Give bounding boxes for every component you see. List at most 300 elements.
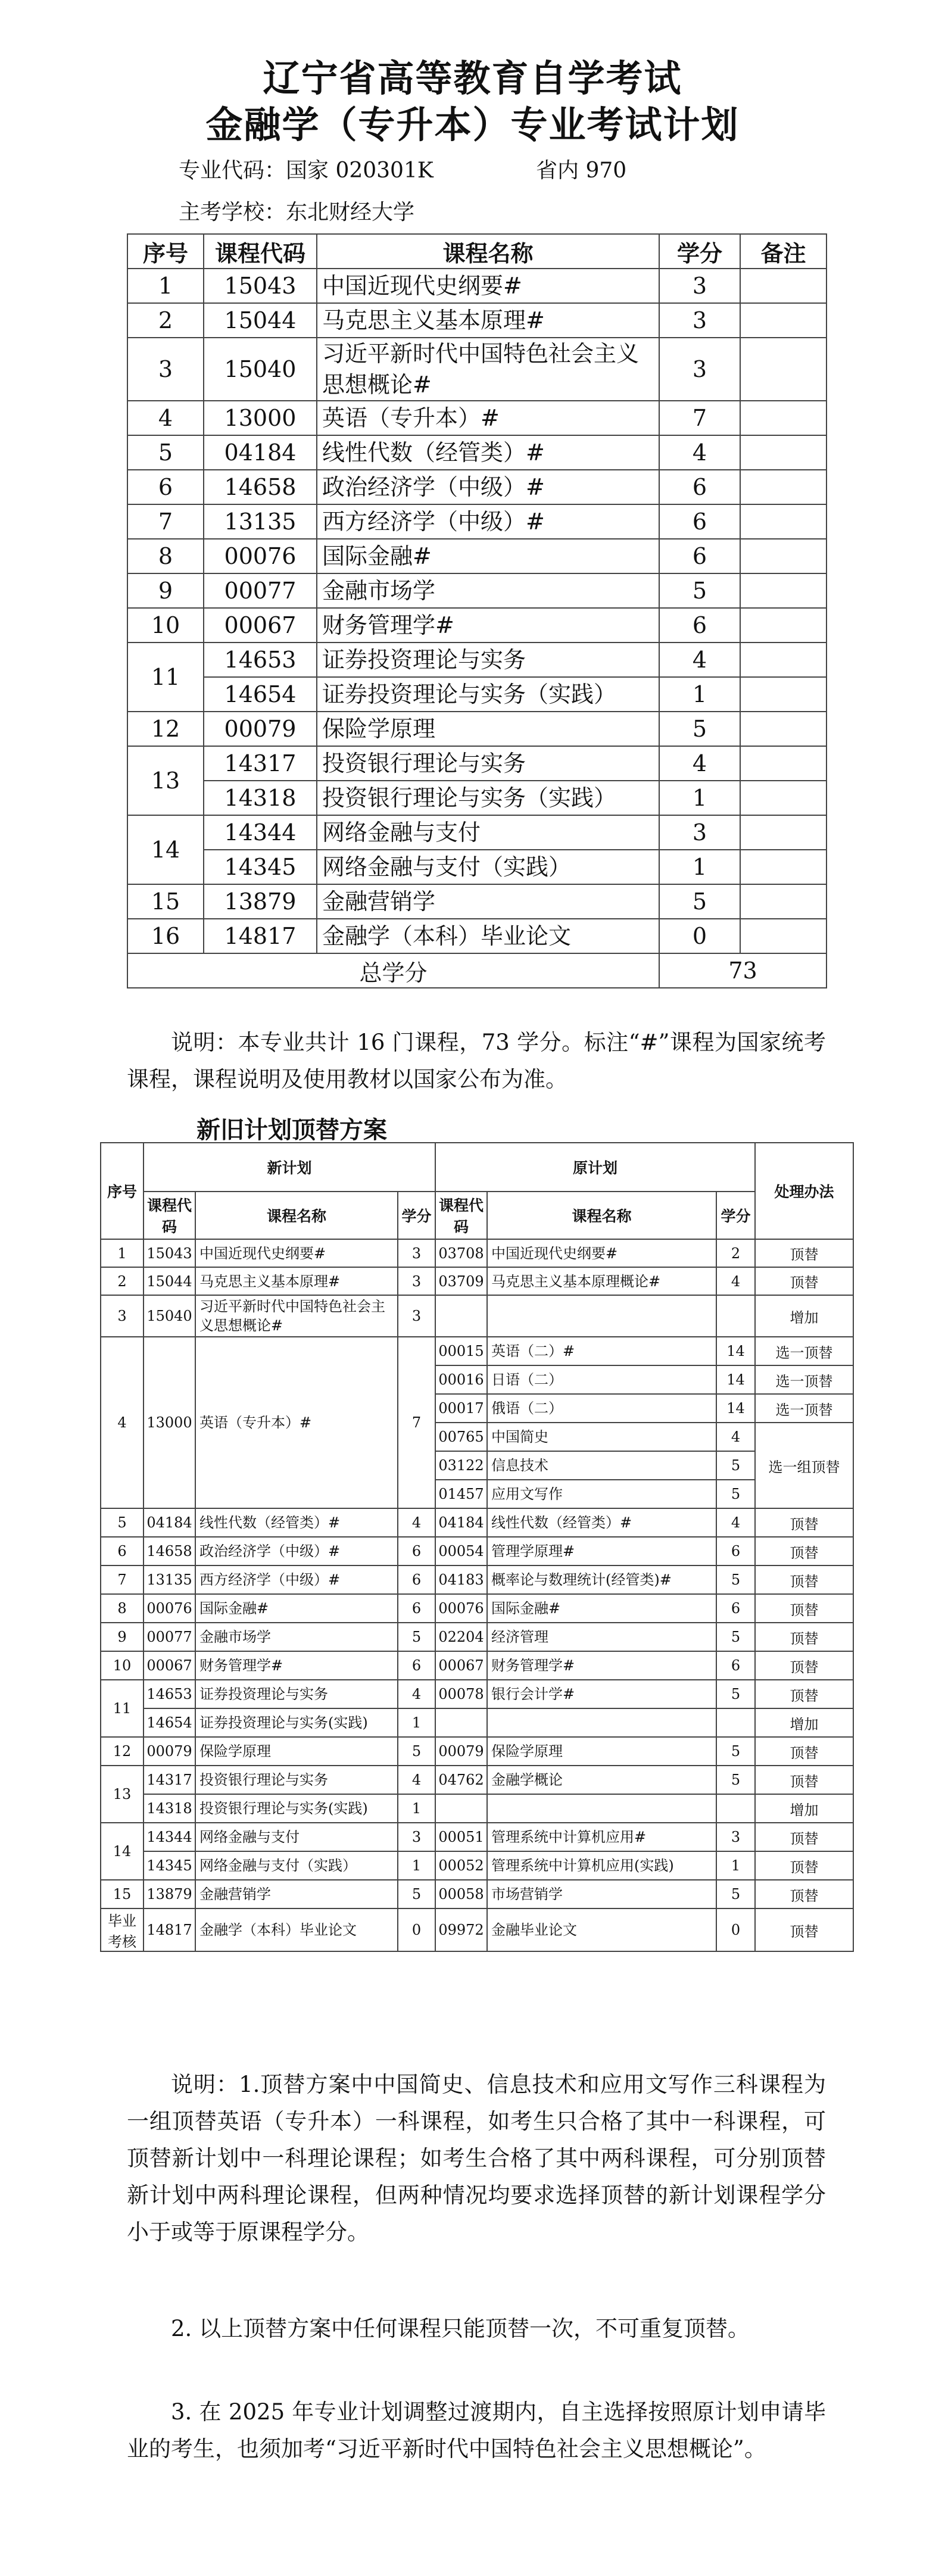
replace-new-credit: 3 — [398, 1295, 435, 1337]
plan-name: 西方经济学（中级）# — [317, 504, 659, 539]
plan-credit: 3 — [659, 269, 740, 303]
replace-new-name: 国际金融# — [195, 1594, 398, 1623]
replace-old-credit: 14 — [716, 1365, 755, 1394]
plan-total-label: 总学分 — [127, 953, 659, 988]
replace-old-name: 马克思主义基本原理概论# — [487, 1267, 716, 1295]
replace-row — [101, 1267, 853, 1295]
replace-old-code — [435, 1708, 487, 1737]
plan-name: 保险学原理 — [317, 712, 659, 746]
replace-row — [101, 1337, 853, 1365]
plan-name: 国际金融# — [317, 539, 659, 573]
plan-seq: 9 — [127, 573, 204, 608]
plan-credit: 5 — [659, 712, 740, 746]
replace-seq: 2 — [101, 1267, 144, 1295]
plan-row — [127, 850, 827, 884]
province-code: 省内 970 — [536, 158, 627, 183]
plan-credit: 4 — [659, 746, 740, 781]
plan-remark — [740, 504, 827, 539]
plan-row — [127, 781, 827, 815]
plan-row — [127, 712, 827, 746]
plan-code: 13135 — [204, 504, 317, 539]
replace-seq: 4 — [101, 1337, 144, 1508]
replace-old-credit — [716, 1794, 755, 1823]
replace-old-name: 管理系统中计算机应用# — [487, 1823, 716, 1851]
plan-name: 财务管理学# — [317, 608, 659, 643]
replace-old-credit: 6 — [716, 1537, 755, 1565]
replace-old-credit: 0 — [716, 1908, 755, 1951]
host-school: 主考学校：东北财经大学 — [179, 200, 415, 224]
replace-new-name: 西方经济学（中级）# — [195, 1565, 398, 1594]
rh-old-code: 课程代码 — [435, 1192, 487, 1239]
replace-row — [101, 1295, 853, 1337]
replace-row — [101, 1737, 853, 1766]
replace-method: 顶替 — [755, 1766, 853, 1794]
plan-code: 14318 — [204, 781, 317, 815]
replace-new-name: 金融市场学 — [195, 1623, 398, 1651]
replace-row — [101, 1823, 853, 1851]
replace-new-code: 00067 — [144, 1651, 195, 1680]
replace-old-code: 00076 — [435, 1594, 487, 1623]
plan-name: 网络金融与支付 — [317, 815, 659, 850]
plan-remark — [740, 815, 827, 850]
replace-old-credit — [716, 1295, 755, 1337]
replace-old-credit: 4 — [716, 1423, 755, 1451]
plan-name: 金融市场学 — [317, 573, 659, 608]
plan-row — [127, 435, 827, 470]
replace-old-credit: 14 — [716, 1337, 755, 1365]
plan-credit: 1 — [659, 850, 740, 884]
replace-note-1: 说明：1.顶替方案中中国简史、信息技术和应用文写作三科课程为一组顶替英语（专升本）一科课程，如考生只合格了其中一科课程，可顶替新计划中一科理论课程；如考生合格了其中两科课程，可分别顶替新计划中两科理论课程，但两种情况均要求选择顶替的新计划课程学分小于或等于原课程学分。 — [127, 2072, 826, 2245]
replace-method: 增加 — [755, 1708, 853, 1737]
replace-old-code: 00067 — [435, 1651, 487, 1680]
plan-code: 04184 — [204, 435, 317, 470]
replace-note-3: 3. 在 2025 年专业计划调整过渡期内，自主选择按照原计划申请毕业的考生，也须加考“习近平新时代中国特色社会主义思想概论”。 — [127, 2399, 826, 2462]
replace-new-code: 14817 — [144, 1908, 195, 1951]
replace-old-code: 09972 — [435, 1908, 487, 1951]
replace-seq: 9 — [101, 1623, 144, 1651]
replace-seq: 1 — [101, 1239, 144, 1267]
replace-method: 选一顶替 — [755, 1394, 853, 1423]
replace-new-credit: 3 — [398, 1267, 435, 1295]
plan-code: 14317 — [204, 746, 317, 781]
replace-new-credit: 6 — [398, 1651, 435, 1680]
replace-new-name: 政治经济学（中级）# — [195, 1537, 398, 1565]
plan-remark — [740, 850, 827, 884]
replace-row — [101, 1851, 853, 1880]
replace-new-name: 保险学原理 — [195, 1737, 398, 1766]
replace-method: 顶替 — [755, 1594, 853, 1623]
plan-remark — [740, 338, 827, 401]
replace-new-credit: 1 — [398, 1794, 435, 1823]
replace-old-code: 00058 — [435, 1880, 487, 1908]
replace-new-code: 04184 — [144, 1508, 195, 1537]
replace-old-credit — [716, 1708, 755, 1737]
plan-note: 说明：本专业共计 16 门课程，73 学分。标注“#”课程为国家统考课程，课程说明及使用教材以国家公布为准。 — [127, 1030, 826, 1092]
replace-seq: 8 — [101, 1594, 144, 1623]
replace-old-name: 线性代数（经管类）# — [487, 1508, 716, 1537]
rh-new-name: 课程名称 — [195, 1192, 398, 1239]
plan-seq: 6 — [127, 470, 204, 504]
replace-row — [101, 1565, 853, 1594]
replace-new-name: 英语（专升本）# — [195, 1337, 398, 1508]
replace-method: 顶替 — [755, 1880, 853, 1908]
replace-new-code: 00077 — [144, 1623, 195, 1651]
replace-old-code: 03708 — [435, 1239, 487, 1267]
replace-new-code: 13135 — [144, 1565, 195, 1594]
plan-remark — [740, 781, 827, 815]
plan-remark — [740, 303, 827, 338]
replace-old-code: 00052 — [435, 1851, 487, 1880]
plan-credit: 6 — [659, 539, 740, 573]
plan-row — [127, 608, 827, 643]
plan-name: 金融学（本科）毕业论文 — [317, 919, 659, 953]
replace-table — [100, 1142, 854, 1952]
plan-seq: 13 — [127, 746, 204, 815]
replace-seq: 14 — [101, 1823, 144, 1880]
replace-new-name: 马克思主义基本原理# — [195, 1267, 398, 1295]
plan-name: 习近平新时代中国特色社会主义思想概论# — [317, 338, 659, 401]
plan-seq: 7 — [127, 504, 204, 539]
plan-name: 政治经济学（中级）# — [317, 470, 659, 504]
replace-old-name: 日语（二） — [487, 1365, 716, 1394]
replace-old-name: 信息技术 — [487, 1451, 716, 1480]
plan-credit: 6 — [659, 608, 740, 643]
replace-old-code: 04183 — [435, 1565, 487, 1594]
replace-note-2: 2. 以上顶替方案中任何课程只能顶替一次，不可重复顶替。 — [171, 2316, 750, 2341]
replace-old-name: 财务管理学# — [487, 1651, 716, 1680]
replace-old-credit: 5 — [716, 1766, 755, 1794]
replace-seq: 11 — [101, 1680, 144, 1737]
plan-name: 投资银行理论与实务（实践） — [317, 781, 659, 815]
replace-old-name: 中国近现代史纲要# — [487, 1239, 716, 1267]
plan-code: 14654 — [204, 677, 317, 712]
replace-old-credit: 5 — [716, 1680, 755, 1708]
plan-name: 中国近现代史纲要# — [317, 269, 659, 303]
replace-method: 顶替 — [755, 1565, 853, 1594]
replace-old-code: 03122 — [435, 1451, 487, 1480]
replace-method: 顶替 — [755, 1651, 853, 1680]
plan-code: 13000 — [204, 401, 317, 435]
rh-old-credit: 学分 — [716, 1192, 755, 1239]
replace-old-name: 金融毕业论文 — [487, 1908, 716, 1951]
plan-code: 14345 — [204, 850, 317, 884]
replace-row — [101, 1239, 853, 1267]
plan-remark — [740, 643, 827, 677]
header-credit: 学分 — [659, 234, 740, 269]
replace-old-name: 国际金融# — [487, 1594, 716, 1623]
replace-old-name: 管理学原理# — [487, 1537, 716, 1565]
replace-old-code: 03709 — [435, 1267, 487, 1295]
replace-row — [101, 1508, 853, 1537]
replace-method: 顶替 — [755, 1267, 853, 1295]
replace-new-credit: 4 — [398, 1508, 435, 1537]
replace-seq: 12 — [101, 1737, 144, 1766]
replace-old-name: 金融学概论 — [487, 1766, 716, 1794]
replace-new-code: 14653 — [144, 1680, 195, 1708]
header-name: 课程名称 — [317, 234, 659, 269]
replace-new-code: 00076 — [144, 1594, 195, 1623]
replace-old-credit: 5 — [716, 1623, 755, 1651]
replace-method: 顶替 — [755, 1623, 853, 1651]
replace-new-name: 财务管理学# — [195, 1651, 398, 1680]
rh-seq: 序号 — [101, 1143, 144, 1239]
plan-total-value: 73 — [659, 953, 827, 988]
plan-row — [127, 884, 827, 919]
header-seq: 序号 — [127, 234, 204, 269]
plan-name: 证券投资理论与实务 — [317, 643, 659, 677]
replace-new-code: 14317 — [144, 1766, 195, 1794]
plan-name: 证券投资理论与实务（实践） — [317, 677, 659, 712]
replace-old-credit: 2 — [716, 1239, 755, 1267]
replace-new-credit: 3 — [398, 1239, 435, 1267]
replace-new-credit: 1 — [398, 1708, 435, 1737]
plan-code: 14817 — [204, 919, 317, 953]
plan-name: 投资银行理论与实务 — [317, 746, 659, 781]
plan-name: 网络金融与支付（实践） — [317, 850, 659, 884]
replace-seq: 毕业考核 — [101, 1908, 144, 1951]
replace-old-name: 应用文写作 — [487, 1480, 716, 1508]
replace-old-code — [435, 1295, 487, 1337]
plan-credit: 0 — [659, 919, 740, 953]
plan-credit: 5 — [659, 573, 740, 608]
plan-credit: 3 — [659, 303, 740, 338]
plan-seq: 16 — [127, 919, 204, 953]
replace-old-name: 俄语（二） — [487, 1394, 716, 1423]
replace-old-code: 00015 — [435, 1337, 487, 1365]
replace-old-name: 管理系统中计算机应用(实践) — [487, 1851, 716, 1880]
plan-remark — [740, 712, 827, 746]
replace-new-credit: 5 — [398, 1623, 435, 1651]
replace-new-code: 14345 — [144, 1851, 195, 1880]
replace-row — [101, 1766, 853, 1794]
replace-new-name: 金融学（本科）毕业论文 — [195, 1908, 398, 1951]
replace-new-name: 投资银行理论与实务 — [195, 1766, 398, 1794]
replace-old-code: 00017 — [435, 1394, 487, 1423]
plan-row — [127, 919, 827, 953]
plan-remark — [740, 746, 827, 781]
plan-row — [127, 643, 827, 677]
plan-row — [127, 338, 827, 401]
plan-seq: 14 — [127, 815, 204, 884]
replace-new-code: 15040 — [144, 1295, 195, 1337]
replace-old-credit: 5 — [716, 1880, 755, 1908]
replace-old-credit: 4 — [716, 1267, 755, 1295]
replace-new-code: 15044 — [144, 1267, 195, 1295]
replace-old-code: 04762 — [435, 1766, 487, 1794]
plan-row — [127, 504, 827, 539]
replace-new-credit: 5 — [398, 1737, 435, 1766]
replace-old-credit: 5 — [716, 1480, 755, 1508]
plan-credit: 5 — [659, 884, 740, 919]
plan-seq: 2 — [127, 303, 204, 338]
replace-method: 增加 — [755, 1295, 853, 1337]
replace-old-name: 市场营销学 — [487, 1880, 716, 1908]
replace-new-credit: 4 — [398, 1680, 435, 1708]
plan-table — [127, 233, 827, 988]
replace-new-code: 14658 — [144, 1537, 195, 1565]
plan-seq: 1 — [127, 269, 204, 303]
replace-method: 顶替 — [755, 1537, 853, 1565]
header-code: 课程代码 — [204, 234, 317, 269]
replace-method: 选一顶替 — [755, 1337, 853, 1365]
plan-remark — [740, 401, 827, 435]
plan-row — [127, 677, 827, 712]
plan-row — [127, 401, 827, 435]
plan-row — [127, 470, 827, 504]
replace-new-name: 证券投资理论与实务(实践) — [195, 1708, 398, 1737]
replace-row — [101, 1651, 853, 1680]
replace-new-credit: 5 — [398, 1880, 435, 1908]
replace-new-name: 证券投资理论与实务 — [195, 1680, 398, 1708]
plan-credit: 1 — [659, 781, 740, 815]
replace-old-code: 02204 — [435, 1623, 487, 1651]
replace-old-code: 00054 — [435, 1537, 487, 1565]
plan-total-row — [127, 953, 827, 988]
replace-row — [101, 1594, 853, 1623]
replace-old-code: 01457 — [435, 1480, 487, 1508]
plan-remark — [740, 539, 827, 573]
plan-row — [127, 303, 827, 338]
plan-remark — [740, 677, 827, 712]
replace-seq: 6 — [101, 1537, 144, 1565]
rh-new-credit: 学分 — [398, 1192, 435, 1239]
rh-old-plan: 原计划 — [435, 1143, 755, 1192]
replace-old-credit: 5 — [716, 1565, 755, 1594]
plan-row — [127, 815, 827, 850]
replace-new-name: 网络金融与支付 — [195, 1823, 398, 1851]
replace-new-name: 投资银行理论与实务(实践) — [195, 1794, 398, 1823]
plan-credit: 1 — [659, 677, 740, 712]
doc-title-line2: 金融学（专升本）专业考试计划 — [205, 103, 740, 146]
plan-remark — [740, 608, 827, 643]
replace-new-code: 00079 — [144, 1737, 195, 1766]
replace-new-name: 网络金融与支付（实践） — [195, 1851, 398, 1880]
plan-seq: 11 — [127, 643, 204, 712]
plan-name: 线性代数（经管类）# — [317, 435, 659, 470]
plan-seq: 3 — [127, 338, 204, 401]
replace-old-credit: 4 — [716, 1508, 755, 1537]
plan-code: 00076 — [204, 539, 317, 573]
replace-old-name — [487, 1794, 716, 1823]
replace-method: 顶替 — [755, 1737, 853, 1766]
replace-title: 新旧计划顶替方案 — [197, 1117, 387, 1144]
replace-method: 顶替 — [755, 1239, 853, 1267]
plan-remark — [740, 884, 827, 919]
plan-seq: 15 — [127, 884, 204, 919]
rh-old-name: 课程名称 — [487, 1192, 716, 1239]
plan-remark — [740, 919, 827, 953]
replace-row — [101, 1908, 853, 1951]
replace-old-credit: 6 — [716, 1594, 755, 1623]
replace-old-code: 00051 — [435, 1823, 487, 1851]
plan-credit: 4 — [659, 435, 740, 470]
replace-new-code: 13000 — [144, 1337, 195, 1508]
plan-row — [127, 573, 827, 608]
replace-new-credit: 7 — [398, 1337, 435, 1508]
replace-seq: 13 — [101, 1766, 144, 1823]
replace-old-credit: 6 — [716, 1651, 755, 1680]
replace-method: 选一组顶替 — [755, 1423, 853, 1508]
replace-old-credit: 14 — [716, 1394, 755, 1423]
replace-row — [101, 1794, 853, 1823]
doc-title-line1: 辽宁省高等教育自学考试 — [263, 57, 682, 100]
plan-row — [127, 746, 827, 781]
replace-new-credit: 6 — [398, 1537, 435, 1565]
replace-new-code: 14318 — [144, 1794, 195, 1823]
plan-seq: 8 — [127, 539, 204, 573]
replace-method: 顶替 — [755, 1680, 853, 1708]
replace-old-name — [487, 1708, 716, 1737]
replace-row — [101, 1680, 853, 1708]
replace-old-credit: 5 — [716, 1737, 755, 1766]
replace-new-code: 14654 — [144, 1708, 195, 1737]
replace-new-code: 14344 — [144, 1823, 195, 1851]
plan-name: 马克思主义基本原理# — [317, 303, 659, 338]
plan-seq: 10 — [127, 608, 204, 643]
major-code: 专业代码：国家 020301K — [179, 158, 433, 183]
replace-old-credit: 1 — [716, 1851, 755, 1880]
replace-row — [101, 1537, 853, 1565]
plan-code: 14658 — [204, 470, 317, 504]
plan-row — [127, 269, 827, 303]
replace-new-credit: 1 — [398, 1851, 435, 1880]
plan-code: 15040 — [204, 338, 317, 401]
plan-remark — [740, 573, 827, 608]
plan-code: 15043 — [204, 269, 317, 303]
replace-old-code: 04184 — [435, 1508, 487, 1537]
plan-code: 13879 — [204, 884, 317, 919]
replace-old-code: 00016 — [435, 1365, 487, 1394]
replace-seq: 10 — [101, 1651, 144, 1680]
replace-old-name: 保险学原理 — [487, 1737, 716, 1766]
plan-name: 金融营销学 — [317, 884, 659, 919]
replace-method: 顶替 — [755, 1851, 853, 1880]
plan-credit: 6 — [659, 504, 740, 539]
plan-remark — [740, 435, 827, 470]
rh-new-code: 课程代码 — [144, 1192, 195, 1239]
replace-method: 顶替 — [755, 1908, 853, 1951]
replace-old-code: 00079 — [435, 1737, 487, 1766]
replace-old-code: 00078 — [435, 1680, 487, 1708]
replace-method: 顶替 — [755, 1823, 853, 1851]
replace-new-name: 习近平新时代中国特色社会主义思想概论# — [195, 1295, 398, 1337]
plan-name: 英语（专升本）# — [317, 401, 659, 435]
plan-credit: 6 — [659, 470, 740, 504]
plan-credit: 4 — [659, 643, 740, 677]
plan-code: 14653 — [204, 643, 317, 677]
replace-method: 顶替 — [755, 1508, 853, 1537]
plan-seq: 12 — [127, 712, 204, 746]
replace-seq: 7 — [101, 1565, 144, 1594]
replace-new-code: 13879 — [144, 1880, 195, 1908]
plan-credit: 3 — [659, 815, 740, 850]
replace-old-name: 中国简史 — [487, 1423, 716, 1451]
replace-row — [101, 1623, 853, 1651]
replace-new-credit: 6 — [398, 1565, 435, 1594]
plan-row — [127, 539, 827, 573]
rh-method: 处理办法 — [755, 1143, 853, 1239]
replace-old-name: 经济管理 — [487, 1623, 716, 1651]
plan-remark — [740, 470, 827, 504]
plan-remark — [740, 269, 827, 303]
plan-seq: 4 — [127, 401, 204, 435]
replace-old-credit: 3 — [716, 1823, 755, 1851]
plan-code: 00077 — [204, 573, 317, 608]
replace-old-name: 银行会计学# — [487, 1680, 716, 1708]
replace-method: 增加 — [755, 1794, 853, 1823]
replace-new-name: 中国近现代史纲要# — [195, 1239, 398, 1267]
replace-method: 选一顶替 — [755, 1365, 853, 1394]
